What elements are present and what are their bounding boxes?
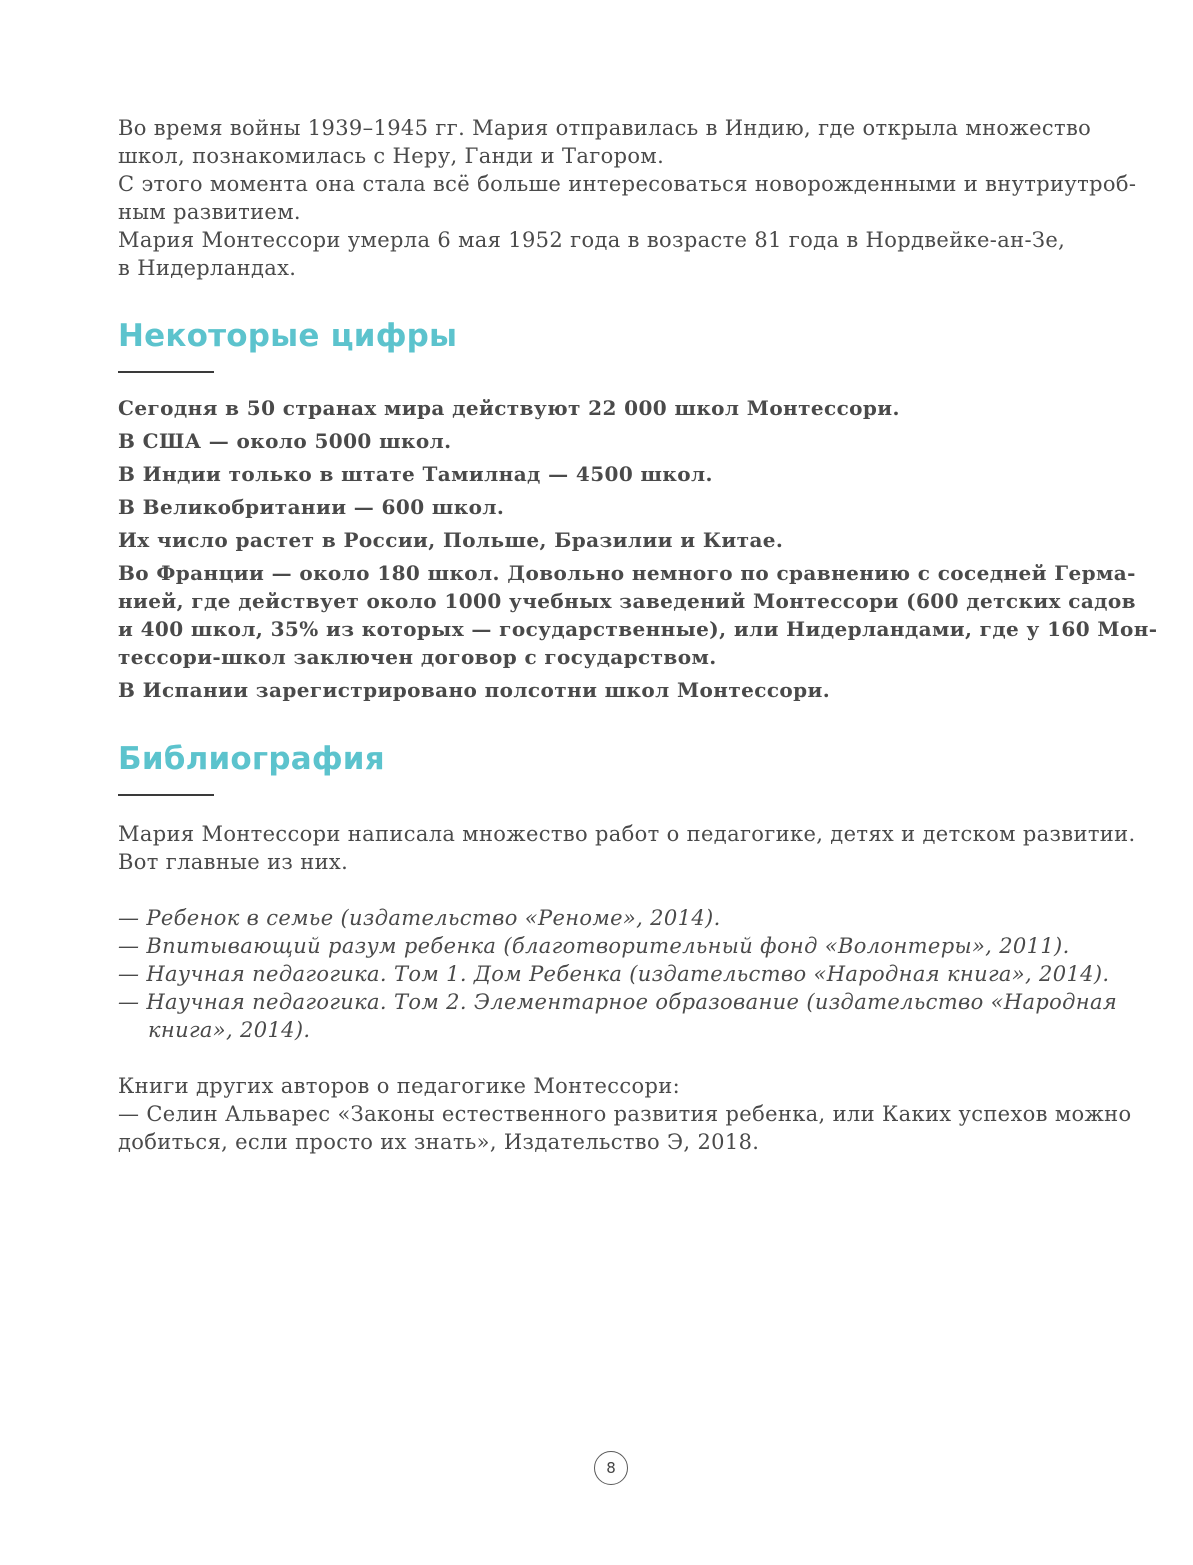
fact-line: Во Франции — около 180 школ. Довольно немного по сравнению с соседней Герма- bbox=[118, 561, 1136, 585]
fact-line: и 400 школ, 35% из которых — государственные), или Нидерландами, где у 160 Мон- bbox=[118, 617, 1158, 641]
fact-item bbox=[118, 394, 1093, 422]
page-content bbox=[118, 114, 1158, 1156]
fact-line: В Испании зарегистрировано полсотни школ Монтессори. bbox=[118, 678, 831, 702]
intro-line: школ, познакомилась с Неру, Ганди и Тагором. bbox=[118, 144, 665, 168]
fact-line: В Индии только в штате Тамилнад — 4500 школ. bbox=[118, 462, 713, 486]
bibliography-intro bbox=[118, 820, 1136, 876]
figures-list bbox=[118, 394, 1158, 704]
book-item-continuation: книга», 2014). bbox=[148, 1018, 311, 1042]
other-authors-item: — Селин Альварес «Законы естественного развития ребенка, или Каких успехов можно bbox=[118, 1102, 1132, 1126]
intro-line: Мария Монтессори умерла 6 мая 1952 года в возрасте 81 года в Нордвейке-ан-Зе, bbox=[118, 228, 1066, 252]
book-list bbox=[118, 904, 1118, 1044]
fact-line: Сегодня в 50 странах мира действуют 22 000 школ Монтессори. bbox=[118, 396, 900, 420]
other-authors-title: Книги других авторов о педагогике Монтессори: bbox=[118, 1074, 681, 1098]
intro-line: Во время войны 1939–1945 гг. Мария отправилась в Индию, где открыла множество bbox=[118, 116, 1092, 140]
intro-line: ным развитием. bbox=[118, 200, 301, 224]
book-item: — Впитывающий разум ребенка (благотворительный фонд «Волонтеры», 2011). bbox=[118, 934, 1070, 958]
fact-line: тессори-школ заключен договор с государством. bbox=[118, 645, 717, 669]
figures-heading: Некоторые цифры bbox=[118, 318, 458, 354]
intro-paragraph bbox=[118, 114, 1137, 282]
bibliography-intro-line: Мария Монтессори написала множество работ о педагогике, детях и детском развитии. bbox=[118, 822, 1136, 846]
fact-item bbox=[118, 493, 1093, 521]
page-number: 8 bbox=[594, 1451, 628, 1485]
book-item: — Научная педагогика. Том 2. Элементарное образование (издательство «Народная bbox=[118, 990, 1118, 1014]
book-item: — Ребенок в семье (издательство «Реноме», 2014). bbox=[118, 906, 721, 930]
fact-line: Их число растет в России, Польше, Бразилии и Китае. bbox=[118, 528, 784, 552]
fact-item bbox=[118, 460, 1093, 488]
other-authors bbox=[118, 1072, 1132, 1156]
fact-item bbox=[118, 559, 1158, 671]
fact-line: нией, где действует около 1000 учебных заведений Монтессори (600 детских садов bbox=[118, 589, 1136, 613]
fact-item bbox=[118, 427, 1093, 455]
book-item: — Научная педагогика. Том 1. Дом Ребенка (издательство «Народная книга», 2014). bbox=[118, 962, 1110, 986]
fact-line: В Великобритании — 600 школ. bbox=[118, 495, 505, 519]
intro-line: в Нидерландах. bbox=[118, 256, 297, 280]
fact-item bbox=[118, 526, 1093, 554]
fact-item bbox=[118, 676, 1093, 704]
bibliography-intro-line: Вот главные из них. bbox=[118, 850, 349, 874]
fact-line: В США — около 5000 школ. bbox=[118, 429, 452, 453]
intro-line: С этого момента она стала всё больше интересоваться новорожденными и внутриутроб- bbox=[118, 172, 1137, 196]
bibliography-heading: Библиография bbox=[118, 741, 385, 777]
other-authors-item: добиться, если просто их знать», Издательство Э, 2018. bbox=[118, 1130, 760, 1154]
